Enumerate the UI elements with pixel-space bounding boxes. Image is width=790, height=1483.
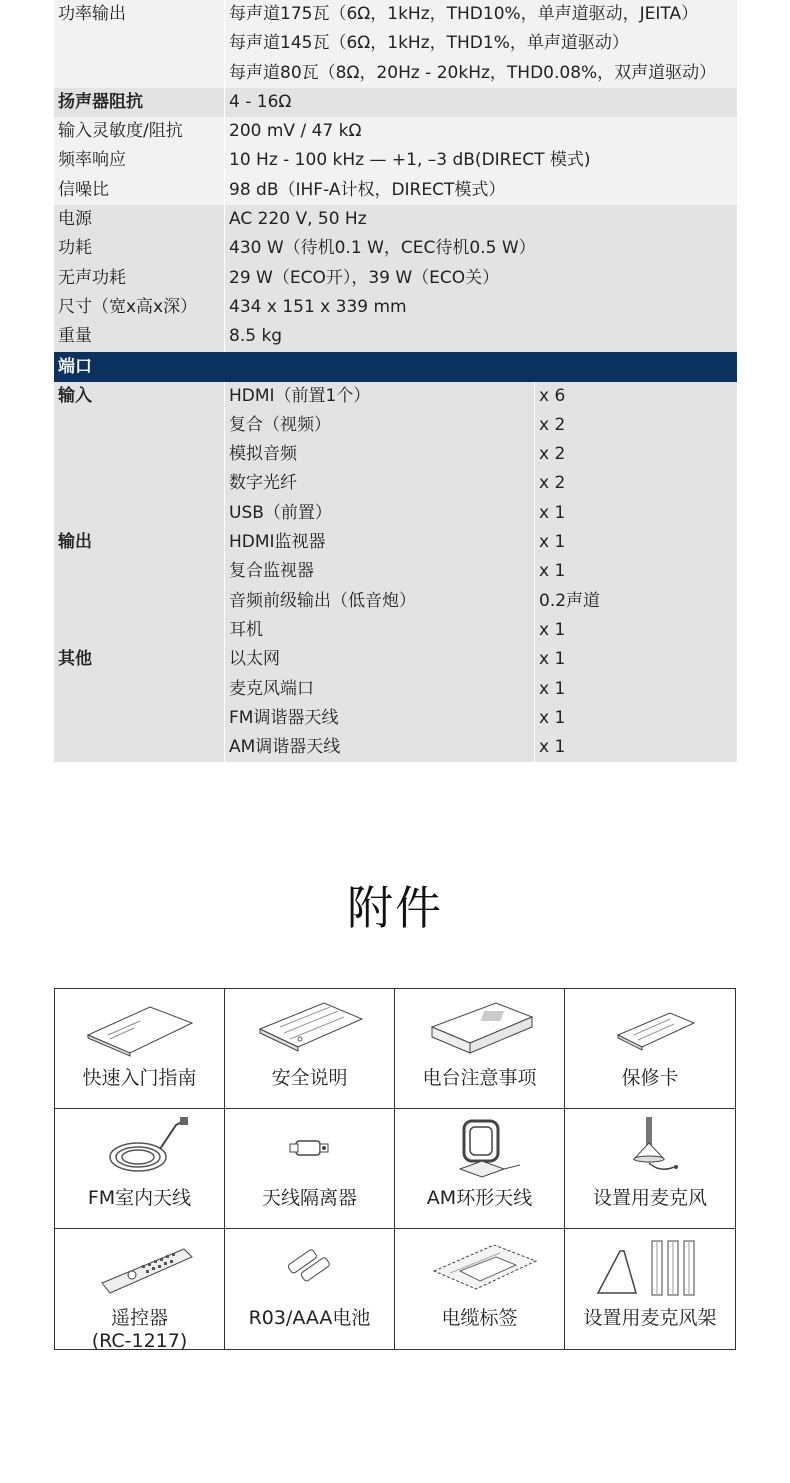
port-row (54, 528, 737, 557)
spec-value: AC 220 V, 50 Hz (229, 209, 367, 230)
spec-label: 输入灵敏度/阻抗 (54, 117, 225, 146)
port-count: x 1 (539, 502, 566, 523)
port-row (54, 587, 737, 616)
port-name: 模拟音频 (225, 440, 535, 469)
port-group-label (54, 557, 225, 586)
port-group-label (54, 733, 225, 762)
spec-label: 电源 (54, 205, 225, 234)
accessory-item (395, 1109, 565, 1229)
spec-row-weight (54, 322, 737, 351)
port-name: 音频前级输出（低音炮） (225, 587, 535, 616)
port-row (54, 440, 737, 469)
port-group-label: 输入 (54, 382, 225, 411)
accessory-item (225, 989, 395, 1109)
accessory-item (225, 1229, 395, 1349)
spec-value: 29 W（ECO开），39 W（ECO关） (229, 267, 500, 288)
port-count: x 1 (539, 678, 566, 699)
port-name: AM调谐器天线 (225, 733, 535, 762)
spec-value: 98 dB（IHF-A计权，DIRECT模式） (229, 179, 506, 200)
accessory-label: FM室内天线 (87, 1187, 192, 1209)
spec-table (54, 0, 737, 762)
accessory-label: 电台注意事项 (422, 1067, 537, 1089)
antenna-isolator-icon (250, 1115, 370, 1179)
spec-row-power-consumption (54, 234, 737, 263)
spec-row-input-sensitivity (54, 117, 737, 146)
spec-value: 434 x 151 x 339 mm (229, 296, 407, 317)
accessory-label: 设置用麦克风架 (583, 1307, 717, 1329)
spec-row-speaker-impedance (54, 88, 737, 117)
accessories-title: 附件 (347, 881, 443, 935)
accessory-label: AM环形天线 (426, 1187, 533, 1209)
spec-row-snr (54, 176, 737, 205)
port-group-label (54, 616, 225, 645)
port-count: x 1 (539, 737, 566, 758)
port-group-label (54, 469, 225, 498)
microphone-stand-icon (590, 1235, 710, 1299)
ports-section-header: 端口 (54, 352, 737, 382)
spec-row-dimensions (54, 293, 737, 322)
spec-value: 4 - 16Ω (229, 91, 292, 112)
accessory-label: 遥控器 (RC-1217) (91, 1307, 188, 1352)
spec-row-frequency-response (54, 146, 737, 175)
port-name: 麦克风端口 (225, 675, 535, 704)
port-count: x 1 (539, 561, 566, 582)
port-count: x 2 (539, 473, 566, 494)
accessory-item (395, 1229, 565, 1349)
port-name: 数字光纤 (225, 469, 535, 498)
port-group-label (54, 704, 225, 733)
radio-notes-icon (420, 995, 540, 1059)
accessory-label: 电缆标签 (441, 1307, 518, 1329)
accessory-label: R03/AAA电池 (248, 1307, 371, 1329)
fm-antenna-icon (80, 1115, 200, 1179)
port-row (54, 382, 737, 411)
spec-value-line: 每声道80瓦（8Ω，20Hz - 20kHz，THD0.08%，双声道驱动） (229, 62, 717, 83)
port-group-label (54, 587, 225, 616)
batteries-icon (250, 1235, 370, 1299)
port-row (54, 675, 737, 704)
accessory-item (565, 989, 735, 1109)
port-count: 0.2声道 (539, 590, 601, 611)
setup-microphone-icon (590, 1115, 710, 1179)
accessory-label: 安全说明 (271, 1067, 348, 1089)
spec-value: 10 Hz - 100 kHz — +1, –3 dB(DIRECT 模式) (229, 150, 591, 171)
port-group-label: 其他 (54, 645, 225, 674)
port-group-label (54, 411, 225, 440)
spec-label: 扬声器阻抗 (54, 88, 225, 117)
port-group-label: 输出 (54, 528, 225, 557)
port-name: 复合（视频） (225, 411, 535, 440)
spec-value: 430 W（待机0.1 W，CEC待机0.5 W） (229, 238, 536, 259)
port-name: FM调谐器天线 (225, 704, 535, 733)
port-row (54, 557, 737, 586)
spec-label: 无声功耗 (54, 264, 225, 293)
am-loop-antenna-icon (420, 1115, 540, 1179)
spec-value: 200 mV / 47 kΩ (229, 121, 362, 142)
port-name: 以太网 (225, 645, 535, 674)
accessory-item (225, 1109, 395, 1229)
port-group-label (54, 440, 225, 469)
safety-instructions-icon (250, 995, 370, 1059)
port-count: x 2 (539, 414, 566, 435)
spec-label: 重量 (54, 322, 225, 351)
port-count: x 1 (539, 649, 566, 670)
port-row (54, 469, 737, 498)
port-name: USB（前置） (225, 499, 535, 528)
port-row (54, 704, 737, 733)
accessory-item (565, 1109, 735, 1229)
port-group-label (54, 675, 225, 704)
accessory-label: 设置用麦克风 (592, 1187, 707, 1209)
port-group-label (54, 499, 225, 528)
port-count: x 2 (539, 444, 566, 465)
accessory-label: 保修卡 (621, 1067, 679, 1089)
port-name: HDMI（前置1个） (225, 382, 535, 411)
port-name: 复合监视器 (225, 557, 535, 586)
spec-label: 功耗 (54, 234, 225, 263)
warranty-card-icon (590, 995, 710, 1059)
accessory-item (395, 989, 565, 1109)
accessory-label: 快速入门指南 (82, 1067, 197, 1089)
spec-label: 功率输出 (54, 0, 225, 88)
accessory-item (565, 1229, 735, 1349)
spec-row-power-supply (54, 205, 737, 234)
spec-row-idle-power (54, 264, 737, 293)
spec-value-line: 每声道175瓦（6Ω，1kHz，THD10%，单声道驱动，JEITA） (229, 4, 699, 24)
port-row (54, 616, 737, 645)
spec-label: 尺寸（宽x高x深） (54, 293, 225, 322)
spec-label: 信噪比 (54, 176, 225, 205)
accessory-item (55, 989, 225, 1109)
port-count: x 1 (539, 619, 566, 640)
port-count: x 6 (539, 385, 566, 406)
spec-value-line: 每声道145瓦（6Ω，1kHz，THD1%，单声道驱动） (229, 33, 629, 54)
cable-labels-icon (420, 1235, 540, 1299)
port-row (54, 733, 737, 762)
accessory-item (55, 1229, 225, 1352)
accessory-item (55, 1109, 225, 1229)
remote-control-icon (80, 1235, 200, 1299)
quick-start-guide-icon (80, 995, 200, 1059)
port-count: x 1 (539, 532, 566, 553)
spec-value: 8.5 kg (229, 326, 283, 347)
port-row (54, 411, 737, 440)
accessories-grid (54, 988, 736, 1350)
port-name: HDMI监视器 (225, 528, 535, 557)
port-row (54, 499, 737, 528)
spec-label: 频率响应 (54, 146, 225, 175)
port-count: x 1 (539, 707, 566, 728)
port-name: 耳机 (225, 616, 535, 645)
spec-value (225, 0, 737, 88)
port-row (54, 645, 737, 674)
accessory-label: 天线隔离器 (261, 1187, 357, 1209)
spec-row-power-output (54, 0, 737, 88)
